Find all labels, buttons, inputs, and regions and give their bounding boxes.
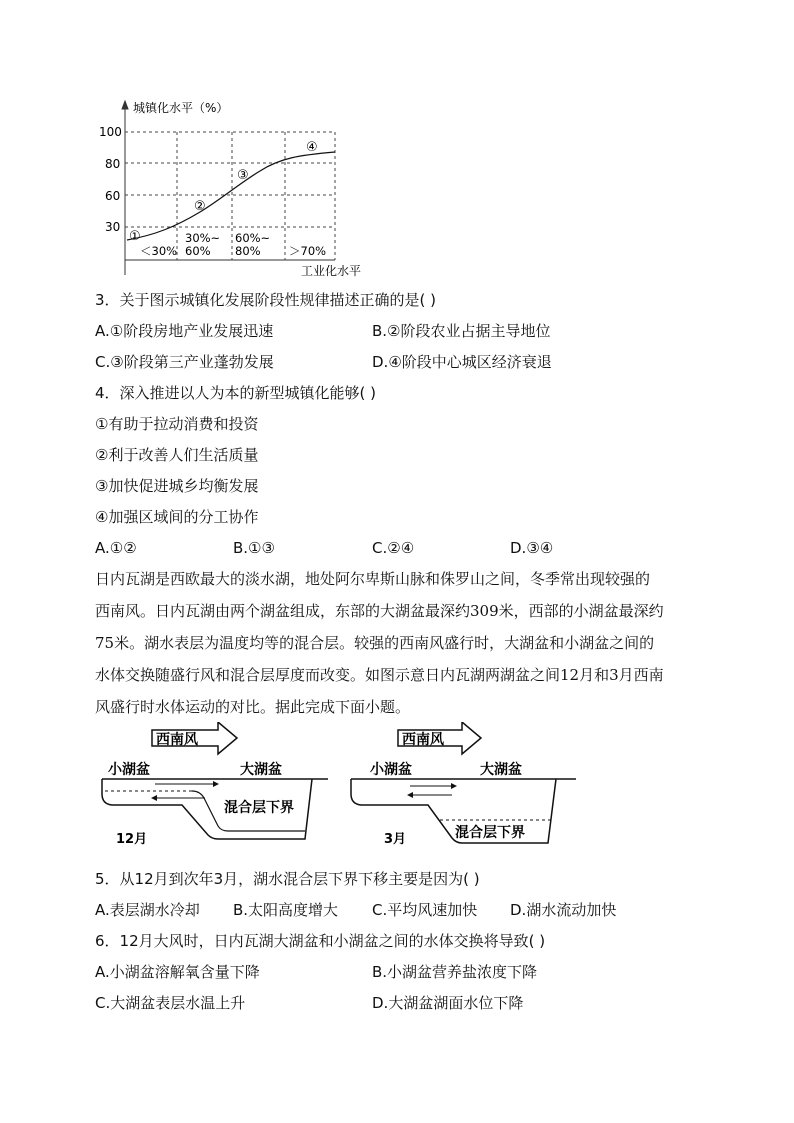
y-axis-arrow [122, 101, 128, 109]
q6-option-c: C.大湖盆表层水温上升 [95, 994, 246, 1012]
q4-option-d: D.③④ [510, 539, 554, 557]
q3-option-b: B.②阶段农业占据主导地位 [372, 322, 551, 340]
grid [125, 132, 335, 260]
passage-line-5: 风盛行时水体运动的对比。据此完成下面小题。 [95, 698, 411, 716]
q4-stem: 4．深入推进以人为本的新型城镇化能够( ) [95, 384, 377, 402]
passage-line-4: 水体交换随盛行风和混合层厚度而改变。如图示意日内瓦湖两湖盆之间12月和3月西南 [95, 666, 664, 684]
urbanization-chart [95, 95, 385, 280]
large-basin-label: 大湖盆 [480, 762, 522, 778]
stage-3-label: ③ [237, 168, 249, 183]
q3-stem: 3．关于图示城镇化发展阶段性规律描述正确的是( ) [95, 291, 437, 309]
q4-item-1: ①有助于拉动消费和投资 [95, 415, 259, 433]
y-tick-60: 60 [105, 189, 121, 203]
q4-option-c: C.②④ [372, 539, 415, 557]
flow-arrowhead-east-icon [451, 783, 457, 789]
q3-option-a: A.①阶段房地产业发展迅速 [95, 322, 274, 340]
wind-label: 西南风 [402, 732, 444, 748]
flow-arrowhead-west-icon [407, 792, 413, 798]
flow-arrowhead-west-icon [151, 795, 157, 801]
stage-2-range-line1: 30%~ [185, 231, 221, 245]
month-december: 12月 [116, 832, 148, 847]
q6-option-d: D.大湖盆湖面水位下降 [372, 994, 524, 1012]
stage-4-label: ④ [306, 140, 318, 155]
q5-option-a: A.表层湖水冷却 [95, 901, 200, 919]
passage-line-3: 75米。湖水表层为温度均等的混合层。较强的西南风盛行时，大湖盆和小湖盆之间的 [95, 634, 655, 652]
stage-1-range: ＜30% [140, 244, 178, 258]
mixed-layer-label: 混合层下界 [224, 800, 294, 816]
q6-option-b: B.小湖盆营养盐浓度下降 [372, 963, 538, 981]
passage-line-2: 西南风。日内瓦湖由两个湖盆组成，东部的大湖盆最深约309米，西部的小湖盆最深约 [95, 602, 664, 620]
q5-option-b: B.太阳高度增大 [233, 901, 339, 919]
lake-basin-outline [351, 779, 556, 843]
q6-option-a: A.小湖盆溶解氧含量下降 [95, 963, 260, 981]
flow-arrowhead-east-icon [213, 781, 219, 787]
stage-4-range: ＞70% [289, 244, 327, 258]
urbanization-curve [127, 152, 335, 240]
q4-item-2: ②利于改善人们生活质量 [95, 446, 259, 464]
y-tick-80: 80 [105, 157, 121, 171]
wind-label: 西南风 [156, 732, 198, 748]
small-basin-label: 小湖盆 [370, 762, 412, 778]
q5-option-d: D.湖水流动加快 [510, 901, 617, 919]
x-axis-label: 工业化水平 [301, 264, 362, 278]
q5-option-c: C.平均风速加快 [372, 901, 478, 919]
q5-stem: 5．从12月到次年3月，湖水混合层下界下移主要是因为( ) [95, 870, 480, 888]
y-tick-30: 30 [105, 220, 121, 234]
q4-item-3: ③加快促进城乡均衡发展 [95, 477, 259, 495]
q3-option-c: C.③阶段第三产业蓬勃发展 [95, 353, 274, 371]
stage-1-label: ① [129, 229, 141, 244]
mixed-layer-label: 混合层下界 [455, 825, 525, 841]
lake-diagram-march [348, 722, 578, 857]
month-march: 3月 [384, 832, 407, 847]
q6-stem: 6．12月大风时，日内瓦湖大湖盆和小湖盆之间的水体交换将导致( ) [95, 932, 546, 950]
y-tick-100: 100 [99, 125, 122, 139]
q3-option-d: D.④阶段中心城区经济衰退 [372, 353, 552, 371]
stage-2-label: ② [194, 199, 206, 214]
y-axis-label: 城镇化水平（%） [133, 101, 229, 115]
q4-option-b: B.①③ [233, 539, 275, 557]
small-basin-label: 小湖盆 [108, 762, 150, 778]
stage-2-range-line2: 60% [185, 244, 211, 258]
large-basin-label: 大湖盆 [240, 762, 282, 778]
stage-3-range-line1: 60%~ [235, 231, 271, 245]
q4-option-a: A.①② [95, 539, 137, 557]
lake-diagram-december [100, 722, 330, 857]
q4-item-4: ④加强区域间的分工协作 [95, 508, 259, 526]
passage-line-1: 日内瓦湖是西欧最大的淡水湖，地处阿尔卑斯山脉和侏罗山之间，冬季常出现较强的 [95, 570, 651, 588]
stage-3-range-line2: 80% [235, 244, 261, 258]
